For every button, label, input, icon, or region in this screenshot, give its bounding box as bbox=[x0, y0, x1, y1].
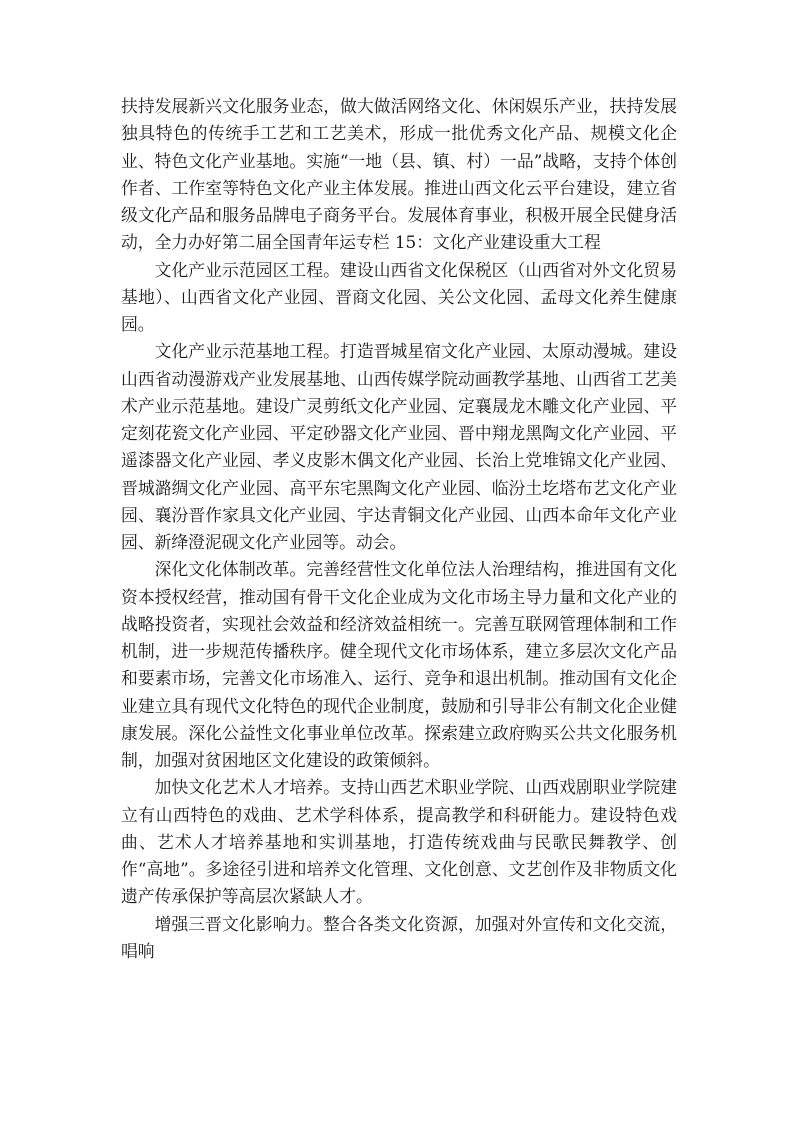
body-text bbox=[121, 93, 677, 965]
paragraph-system-reform: 深化文化体制改革。完善经营性文化单位法人治理结构，推进国有文化资本授权经营，推动国有骨干文化企业成为文化市场主导力量和文化产业的战略投资者，实现社会效益和经济效益相统一。完善互联网管理体制和工作机制，进一步规范传播秩序。健全现代文化市场体系，建立多层次文化产品和要素市场，完善文化市场准入、运行、竞争和退出机制。推动国有文化企业建立具有现代文化特色的现代企业制度，鼓励和引导非公有制文化企业健康发展。深化公益性文化事业单位改革。探索建立政府购买公共文化服务机制，加强对贫困地区文化建设的政策倾斜。 bbox=[121, 559, 677, 770]
paragraph-continued: 扶持发展新兴文化服务业态，做大做活网络文化、休闲娱乐产业，扶持发展独具特色的传统手工艺和工艺美术，形成一批优秀文化产品、规模文化企业、特色文化产业基地。实施“一地（县、镇、村）一品”战略，支持个体创作者、工作室等特色文化产业主体发展。推进山西文化云平台建设，建立省级文化产品和服务品牌电子商务平台。发展体育事业，积极开展全民健身活动，全力办好第二届全国青年运专栏 15：文化产业建设重大工程 bbox=[121, 96, 677, 253]
paragraph-talent-training: 加快文化艺术人才培养。支持山西艺术职业学院、山西戏剧职业学院建立有山西特色的戏曲、艺术学科体系，提高教学和科研能力。建设特色戏曲、艺术人才培养基地和实训基地，打造传统戏曲与民歌民舞教学、创作“高地”。多途径引进和培养文化管理、文化创意、文艺创作及非物质文化遗产传承保护等高层次紧缺人才。 bbox=[121, 777, 677, 907]
paragraph-influence: 增强三晋文化影响力。整合各类文化资源，加强对外宣传和文化交流，唱响 bbox=[121, 913, 677, 961]
paragraph-demo-bases: 文化产业示范基地工程。打造晋城星宿文化产业园、太原动漫城。建设山西省动漫游戏产业发展基地、山西传媒学院动画教学基地、山西省工艺美术产业示范基地。建设广灵剪纸文化产业园、定襄晟龙木雕文化产业园、平定刻花瓷文化产业园、平定砂器文化产业园、晋中翔龙黑陶文化产业园、平遥漆器文化产业园、孝义皮影木偶文化产业园、长治上党堆锦文化产业园、晋城潞绸文化产业园、高平东宅黑陶文化产业园、临汾土圪塔布艺文化产业园、襄汾晋作家具文化产业园、宇达青铜文化产业园、山西本命年文化产业园、新绛澄泥砚文化产业园等。动会。 bbox=[121, 341, 677, 552]
paragraph-demo-parks: 文化产业示范园区工程。建设山西省文化保税区（山西省对外文化贸易基地）、山西省文化产业园、晋商文化园、关公文化园、孟母文化养生健康园。 bbox=[121, 259, 677, 334]
